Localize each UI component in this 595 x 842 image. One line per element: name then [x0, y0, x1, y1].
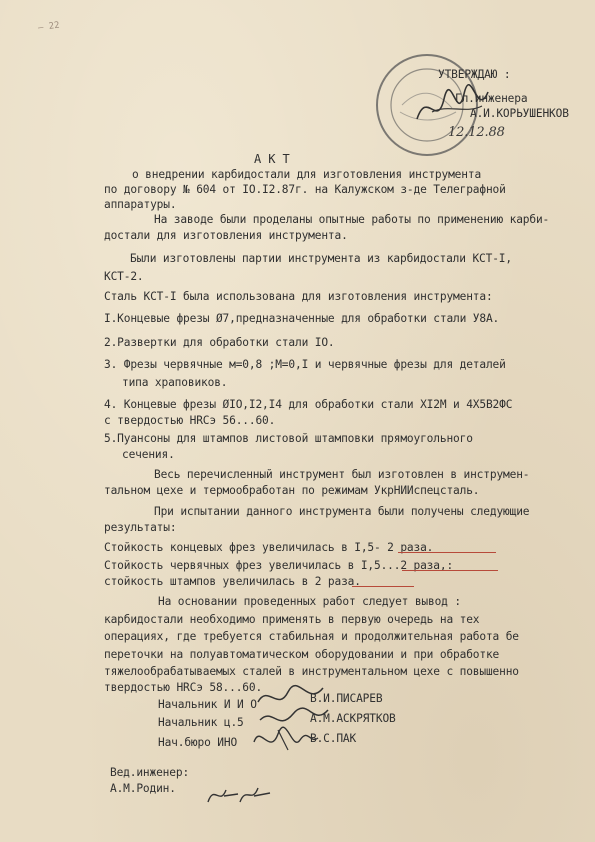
- body-line: 4. Концевые фрезы ØIO,I2,I4 для обработки стали XI2М и 4Х5В2ФС: [104, 398, 513, 411]
- approval-name: А.И.КОРЬУШЕНКОВ: [470, 107, 569, 120]
- document-title: АКТ: [254, 152, 297, 166]
- body-line: На основании проведенных работ следует вывод :: [158, 595, 461, 608]
- body-line: тальном цехе и термообработан по режимам УкрНИИспецсталь.: [104, 484, 480, 497]
- body-line: типа храповиков.: [122, 376, 228, 389]
- body-line: тяжелообрабатываемых сталей в инструментальном цехе с повышенно: [104, 665, 519, 678]
- subject-line: по договору № 604 от IO.I2.87г. на Калужском з-де Телеграфной: [104, 183, 506, 196]
- body-line: 5.Пуансоны для штампов листовой штамповки прямоугольного: [104, 432, 473, 445]
- body-line: Весь перечисленный инструмент был изготовлен в инструмен-: [154, 468, 530, 481]
- red-underline: [352, 586, 414, 587]
- body-line: результаты:: [104, 521, 177, 534]
- signature-role: Нач.бюро ИНО: [158, 736, 238, 749]
- approval-signature: [412, 84, 492, 134]
- signature-name: В.И.ПИСАРЕВ: [310, 692, 383, 705]
- body-line: с твердостью НRСэ 56...60.: [104, 414, 276, 427]
- body-line: операциях, где требуется стабильная и продолжительная работа бе: [104, 630, 519, 643]
- signature-name: А.М.АСКРЯТКОВ: [310, 712, 396, 725]
- signature-name: В.С.ПАК: [310, 732, 357, 745]
- result-line: стойкость штампов увеличилась в 2 раза.: [104, 575, 361, 588]
- red-underline: [402, 570, 498, 571]
- engineer-signature: [204, 778, 274, 808]
- corner-mark: — 22: [37, 20, 61, 34]
- approval-position: Гл.инженера: [455, 92, 528, 105]
- result-line: Стойкость червячных фрез увеличилась в I,5...2 раза,:: [104, 559, 454, 572]
- body-line: КСТ-2.: [104, 270, 144, 283]
- body-line: I.Концевые фрезы Ø7,предназначенные для обработки стали У8А.: [104, 312, 500, 325]
- body-line: твердостью НRСэ 58...60.: [104, 681, 263, 694]
- signature-role: Начальник И И О: [158, 698, 257, 711]
- approval-label: УТВЕРЖДАЮ :: [438, 68, 511, 81]
- body-line: достали для изготовления инструмента.: [104, 229, 348, 242]
- body-line: Сталь КСТ-I была использована для изготовления инструмента:: [104, 290, 493, 303]
- red-underline: [398, 552, 496, 553]
- body-line: При испытании данного инструмента были получены следующие: [154, 505, 530, 518]
- body-line: сечения.: [122, 448, 175, 461]
- signature-role: Начальник ц.5: [158, 716, 244, 729]
- body-line: 2.Развертки для обработки стали IO.: [104, 336, 335, 349]
- result-line: Стойкость концевых фрез увеличилась в I,5- 2 раза.: [104, 541, 434, 554]
- subject-line: о внедрении карбидостали для изготовления инструмента: [132, 168, 482, 181]
- engineer-name: А.М.Родин.: [110, 782, 176, 795]
- body-line: карбидостали необходимо применять в первую очередь на тех: [104, 613, 480, 626]
- approval-date: 12.12.88: [448, 125, 505, 140]
- engineer-role: Вед.инженер:: [110, 766, 190, 779]
- handwritten-signatures: [248, 682, 338, 762]
- body-line: На заводе были проделаны опытные работы по применению карби-: [154, 213, 550, 226]
- body-line: Были изготовлены партии инструмента из карбидостали КСТ-I,: [130, 252, 512, 265]
- body-line: 3. Фрезы червячные м=0,8 ;М=0,I и червячные фрезы для деталей: [104, 358, 506, 371]
- subject-line: аппаратуры.: [104, 198, 177, 211]
- body-line: переточки на полуавтоматическом оборудовании и при обработке: [104, 648, 500, 661]
